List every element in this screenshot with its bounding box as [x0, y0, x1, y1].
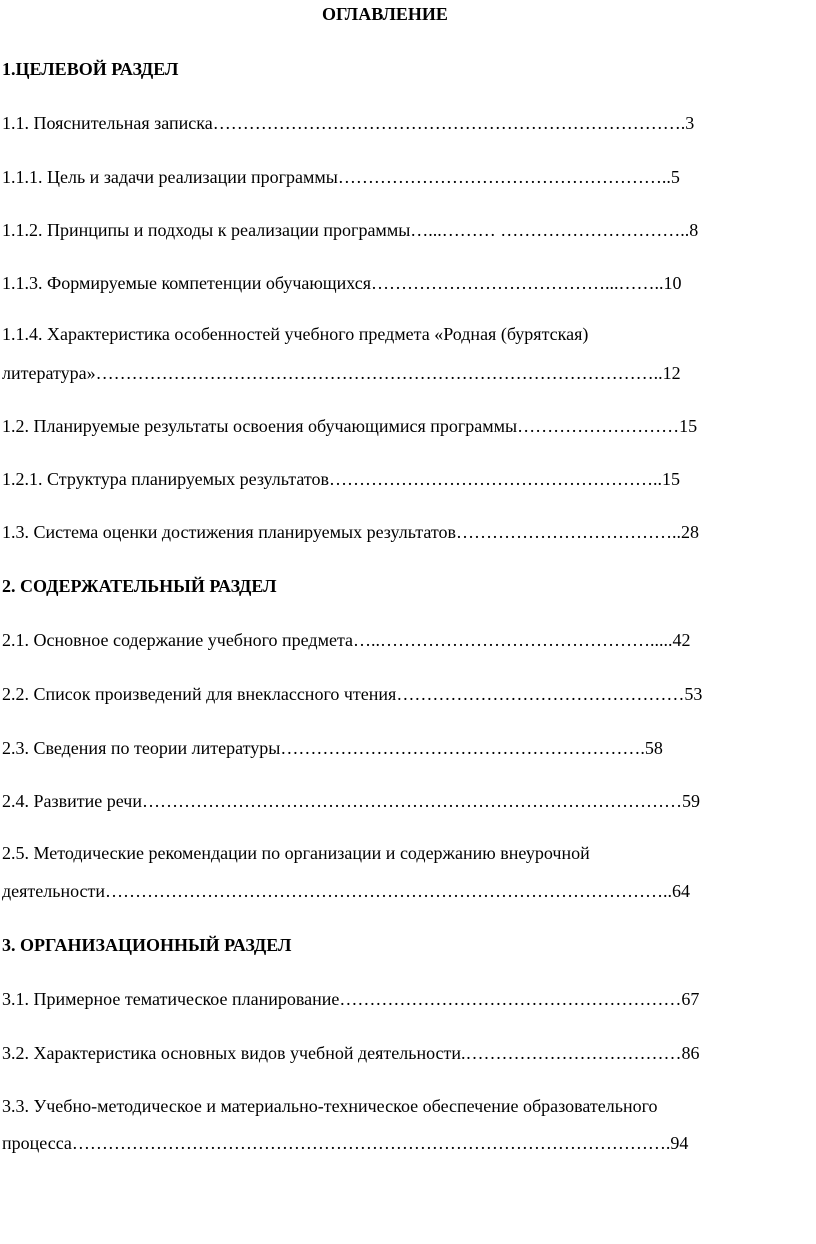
- toc-entry-1-2-1: 1.2.1. Структура планируемых результатов………………………………………………..15: [2, 469, 681, 489]
- toc-entry-2-2: 2.2. Список произведений для внеклассного чтения…………………………………………53: [2, 684, 703, 704]
- toc-entry-1-1-2: 1.1.2. Принципы и подходы к реализации программы…...……… …………………………..8: [2, 220, 699, 240]
- toc-entry-1-1-4-line-2: литература»…………………………………………………………………………………..12: [2, 363, 681, 383]
- toc-entry-3-1: 3.1. Примерное тематическое планирование…………………………………………………67: [2, 989, 700, 1009]
- toc-entry-1-1-3: 1.1.3. Формируемые компетенции обучающихся…………………………………...……..10: [2, 273, 682, 293]
- section-heading-3: 3. ОРГАНИЗАЦИОННЫЙ РАЗДЕЛ: [2, 935, 292, 955]
- toc-entry-2-1: 2.1. Основное содержание учебного предмета…..……………………………………….....42: [2, 630, 691, 650]
- toc-entry-3-3-line-1: 3.3. Учебно-методическое и материально-техническое обеспечение образовательного: [2, 1096, 658, 1116]
- toc-entry-2-4: 2.4. Развитие речи………………………………………………………………………………59: [2, 791, 700, 811]
- document-title: ОГЛАВЛЕНИЕ: [322, 4, 448, 24]
- toc-entry-1-2: 1.2. Планируемые результаты освоения обучающимися программы………………………15: [2, 416, 698, 436]
- toc-entry-1-1-1: 1.1.1. Цель и задачи реализации программы………………………………………………..5: [2, 167, 680, 187]
- toc-entry-2-5-line-2: деятельности…………………………………………………………………………………..64: [2, 881, 691, 901]
- section-heading-2: 2. СОДЕРЖАТЕЛЬНЫЙ РАЗДЕЛ: [2, 576, 277, 596]
- toc-entry-3-2: 3.2. Характеристика основных видов учебной деятельности.………………………………86: [2, 1043, 700, 1063]
- section-heading-1: 1.ЦЕЛЕВОЙ РАЗДЕЛ: [2, 59, 179, 79]
- toc-entry-2-3: 2.3. Сведения по теории литературы…………………………………………………….58: [2, 738, 663, 758]
- toc-entry-3-3-line-2: процесса……………………………………………………………………………………….94: [2, 1133, 689, 1153]
- toc-entry-1-1: 1.1. Пояснительная записка…………………………………………………………………….3: [2, 113, 695, 133]
- toc-entry-2-5-line-1: 2.5. Методические рекомендации по организации и содержанию внеурочной: [2, 843, 590, 863]
- toc-entry-1-3: 1.3. Система оценки достижения планируемых результатов………………………………..28: [2, 522, 699, 542]
- toc-entry-1-1-4-line-1: 1.1.4. Характеристика особенностей учебного предмета «Родная (бурятская): [2, 324, 589, 344]
